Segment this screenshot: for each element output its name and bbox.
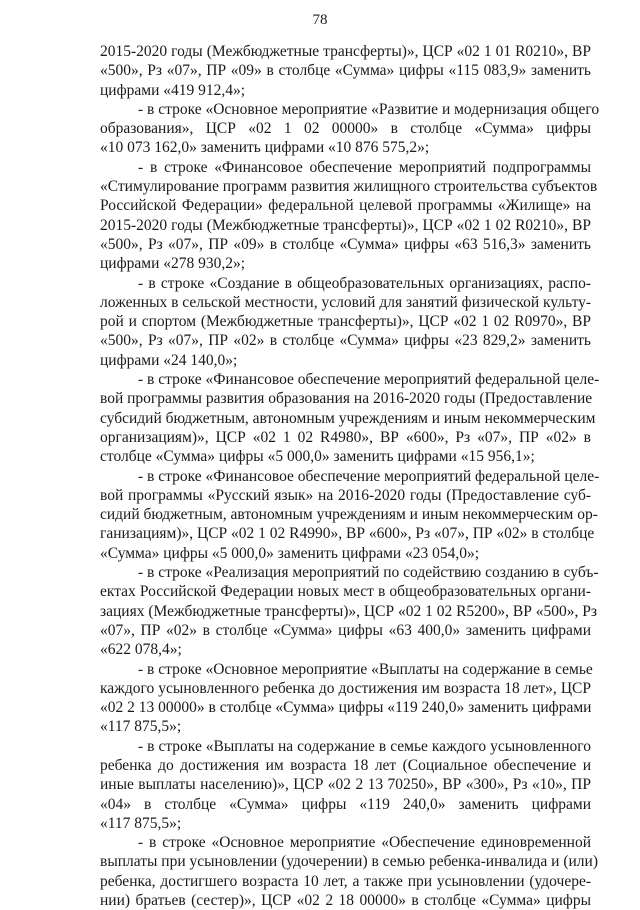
paragraph [100, 467, 600, 563]
text-line: - в строке «Основное мероприятие «Обеспечение единовременной [138, 834, 591, 852]
text-line: образования», ЦСР «02 1 02 00000» в столбце «Сумма» цифры [100, 120, 591, 138]
text-line: - в строке «Создание в общеобразовательных организациях, распо- [138, 274, 591, 292]
text-line: «117 875,5»; [100, 718, 182, 736]
text-line: зациях (Межбюджетные трансферты)», ЦСР «02 1 02 R5200», ВР «500», Рз [100, 602, 597, 620]
text-line: «500», Рз «07», ПР «09» в столбце «Сумма» цифры «115 083,9» заменить [100, 62, 591, 80]
text-line: ложенных в сельской местности, условий для занятий физической культу- [100, 293, 592, 311]
text-line: - в строке «Основное мероприятие «Развитие и модернизация общего [138, 100, 600, 118]
paragraph [100, 660, 591, 737]
text-line: - в строке «Выплаты на содержание в семье каждого усыновленного [138, 737, 591, 755]
text-line: «117 875,5»; [100, 814, 182, 832]
text-line: - в строке «Финансовое обеспечение мероприятий федеральной целе- [138, 467, 600, 485]
text-line: Российской Федерации» федеральной целевой программы «Жилище» на [100, 197, 591, 215]
text-line: цифрами «278 930,2»; [100, 255, 246, 273]
text-line: каждого усыновленного ребенка до достижения им возраста 18 лет», ЦСР [100, 679, 591, 697]
text-line: вой программы «Русский язык» на 2016-2020 годы (Предоставление суб- [100, 486, 591, 504]
text-line: «Сумма» цифры «5 000,0» заменить цифрами «23 054,0»; [100, 544, 480, 562]
document-body [100, 42, 600, 910]
paragraph [100, 158, 598, 274]
page-number: 78 [312, 12, 328, 28]
text-line: выплаты при усыновлении (удочерении) в семью ребенка-инвалида и (или) [100, 853, 598, 871]
text-line: 2015-2020 годы (Межбюджетные трансферты)», ЦСР «02 1 01 R0210», ВР [100, 43, 591, 60]
text-line: субсидий бюджетным, автономным учреждениям и иным некоммерческим [100, 409, 596, 427]
text-line: рой и спортом (Межбюджетные трансферты)», ЦСР «02 1 02 R0970», ВР [100, 313, 591, 331]
text-line: «500», Рз «07», ПР «09» в столбце «Сумма» цифры «63 516,3» заменить [100, 235, 591, 253]
text-line: - в строке «Реализация мероприятий по содействию созданию в субъ- [138, 564, 599, 582]
paragraph [100, 370, 600, 466]
text-line: - в строке «Финансовое обеспечение мероприятий федеральной целе- [138, 371, 600, 389]
text-line: нии) братьев (сестер)», ЦСР «02 2 18 00000» в столбце «Сумма» цифры [100, 892, 591, 910]
text-line: «02 2 13 00000» в столбце «Сумма» цифры «119 240,0» заменить цифрами [100, 699, 592, 717]
paragraph [100, 274, 591, 370]
paragraph [100, 42, 591, 100]
paragraph [100, 563, 599, 659]
text-line: «10 073 162,0» заменить цифрами «10 876 575,2»; [100, 139, 430, 157]
text-line: организациям)», ЦСР «02 1 02 R4980», ВР «600», Рз «07», ПР «02» в [100, 428, 591, 446]
text-line: сидий бюджетным, автономным учреждениям и иным некоммерческим ор- [100, 506, 598, 524]
text-line: столбце «Сумма» цифры «5 000,0» заменить цифрами «15 956,1»; [100, 448, 535, 466]
text-line: «622 078,4»; [100, 641, 182, 659]
text-line: цифрами «24 140,0»; [100, 351, 238, 369]
text-line: ребенка до достижения им возраста 18 лет (Социальное обеспечение и [100, 756, 591, 774]
text-line: 2015-2020 годы (Межбюджетные трансферты)», ЦСР «02 1 02 R0210», ВР [100, 216, 591, 234]
paragraph [100, 833, 598, 910]
text-line: «500», Рз «07», ПР «02» в столбце «Сумма» цифры «23 829,2» заменить [100, 332, 591, 350]
text-line: ганизациям)», ЦСР «02 1 02 R4990», ВР «600», Рз «07», ПР «02» в столбце [100, 525, 595, 543]
text-line: - в строке «Финансовое обеспечение мероприятий подпрограммы [138, 158, 591, 176]
text-line: - в строке «Основное мероприятие «Выплаты на содержание в семье [138, 660, 593, 678]
text-line: ребенка, достигшего возраста 10 лет, а также при усыновлении (удочере- [100, 872, 591, 890]
text-line: вой программы развития образования на 2016-2020 годы (Предоставление [100, 390, 593, 408]
text-line: «04» в столбце «Сумма» цифры «119 240,0» заменить цифрами [100, 795, 591, 813]
paragraph [100, 100, 600, 158]
text-line: «07», ПР «02» в столбце «Сумма» цифры «63 400,0» заменить цифрами [100, 621, 591, 639]
paragraph [100, 737, 591, 833]
text-line: «Стимулирование программ развития жилищного строительства субъектов [100, 178, 598, 196]
text-line: иные выплаты населению)», ЦСР «02 2 13 70250», ВР «300», Рз «10», ПР [100, 776, 591, 794]
text-line: цифрами «419 912,4»; [100, 81, 246, 99]
text-line: ектах Российской Федерации новых мест в общеобразовательных органи- [100, 583, 591, 601]
